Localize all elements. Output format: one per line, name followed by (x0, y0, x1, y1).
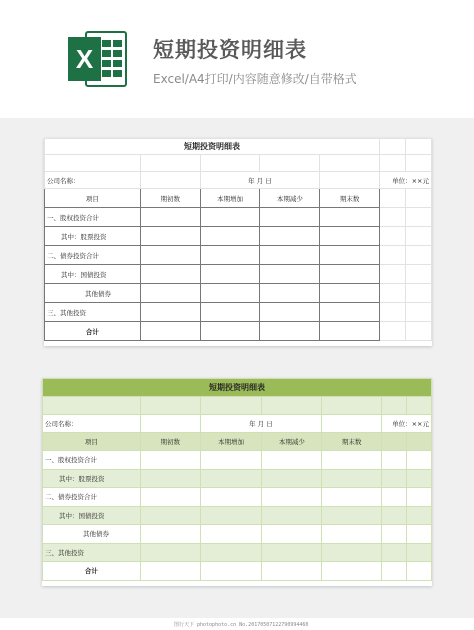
sheet-preview-plain (44, 138, 432, 346)
table-row (43, 488, 432, 507)
table-row (45, 303, 432, 322)
table-row (45, 208, 432, 227)
table-row (43, 506, 432, 525)
table-row (45, 284, 432, 303)
header (0, 0, 474, 118)
column-header: 期末数 (320, 189, 380, 208)
row-label: 一、股权投资合计 (45, 208, 141, 227)
investment-table-plain (44, 138, 432, 341)
table-row (45, 227, 432, 246)
row-label: 其中：股票投资 (43, 469, 141, 488)
row-label: 二、债券投资合计 (43, 488, 141, 507)
sheet-title: 短期投资明细表 (43, 379, 432, 397)
company-label: 公司名称： (45, 172, 141, 189)
total-label: 合计 (45, 322, 141, 341)
watermark-text: 图行天下 photophoto.cn No.20170507122790994460 (174, 622, 309, 628)
sheet-preview-green (42, 378, 432, 586)
unit-label: 单位：××元 (382, 415, 432, 433)
excel-icon (66, 28, 128, 90)
document-title: 短期投资明细表 (153, 38, 307, 62)
table-row (43, 525, 432, 544)
table-row (45, 322, 432, 341)
row-label: 其他债券 (43, 525, 141, 544)
column-header: 项目 (43, 433, 141, 451)
column-header: 项目 (45, 189, 141, 208)
column-header: 期初数 (140, 189, 200, 208)
row-label: 其中：国债投资 (43, 506, 141, 525)
date-label: 年 月 日 (200, 415, 322, 433)
table-row (45, 265, 432, 284)
excel-icon-letter: X (75, 44, 94, 74)
row-label: 三、其他投资 (43, 543, 141, 562)
sheet-title: 短期投资明细表 (45, 139, 380, 155)
column-header: 期初数 (140, 433, 200, 451)
column-header: 本期增加 (200, 433, 262, 451)
row-label: 其中：股票投资 (45, 227, 141, 246)
row-label: 二、债券投资合计 (45, 246, 141, 265)
column-header: 本期增加 (200, 189, 260, 208)
row-label: 其中：国债投资 (45, 265, 141, 284)
row-label: 三、其他投资 (45, 303, 141, 322)
date-label: 年 月 日 (200, 172, 320, 189)
table-row (43, 451, 432, 470)
unit-label: 单位：××元 (380, 172, 432, 189)
column-header: 本期减少 (260, 189, 320, 208)
column-header: 本期减少 (262, 433, 322, 451)
column-header: 期末数 (322, 433, 382, 451)
investment-table-green (42, 378, 432, 581)
table-row (43, 562, 432, 581)
table-row (43, 543, 432, 562)
table-row (43, 469, 432, 488)
row-label: 一、股权投资合计 (43, 451, 141, 470)
document-subtitle: Excel/A4打印/内容随意修改/自带格式 (153, 72, 357, 86)
row-label: 其他债券 (45, 284, 141, 303)
company-label: 公司名称： (43, 415, 141, 433)
table-row (45, 246, 432, 265)
total-label: 合计 (43, 562, 141, 581)
